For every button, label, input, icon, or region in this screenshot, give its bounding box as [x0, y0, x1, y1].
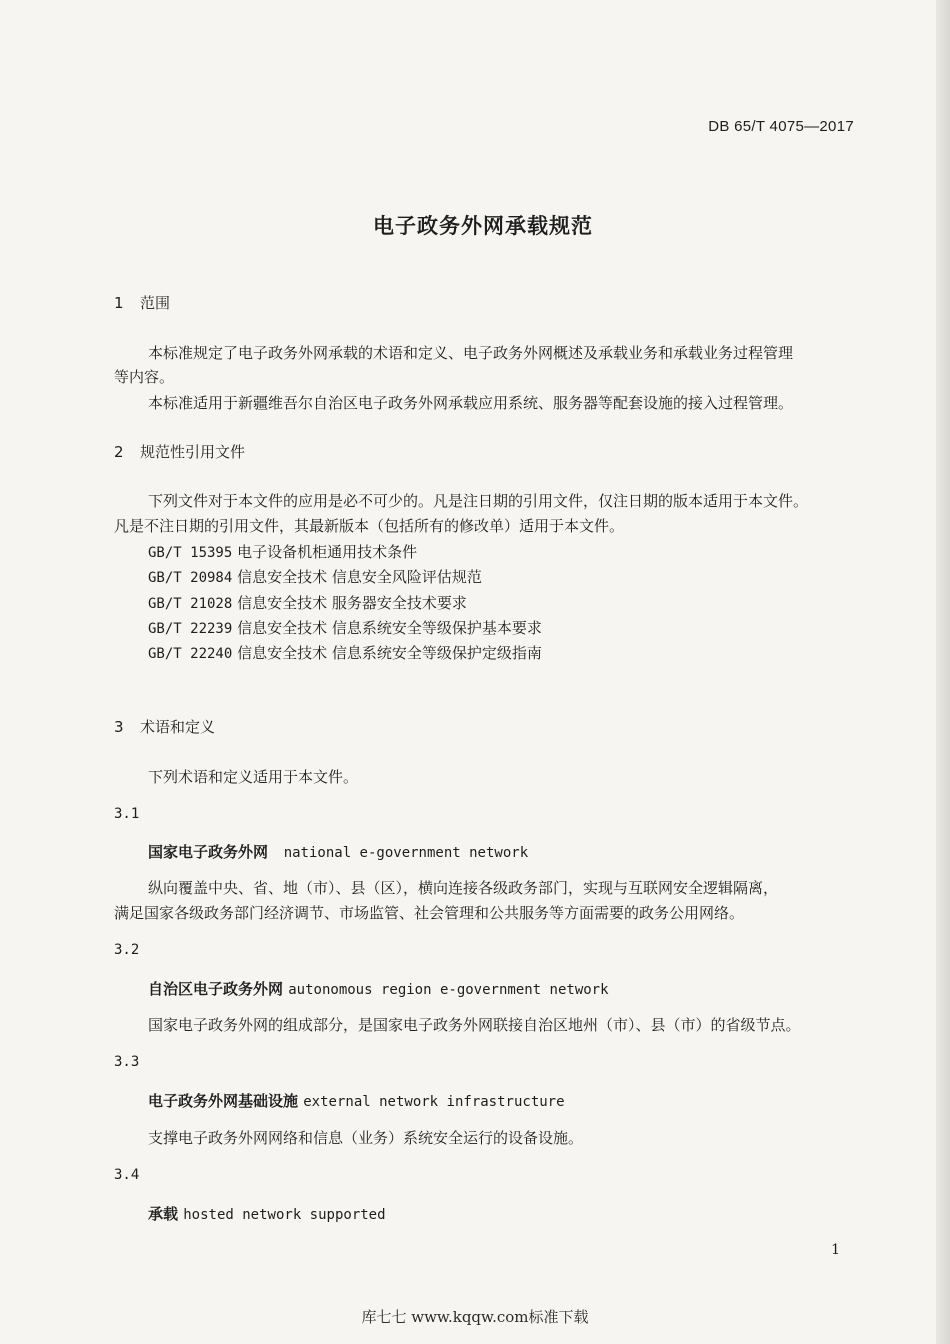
reference-code: GB/T 21028 [148, 596, 233, 612]
term-en: hosted network supported [183, 1207, 386, 1223]
term-cn: 承载 [148, 1205, 179, 1223]
reference-code: GB/T 20984 [148, 570, 233, 586]
term-en: national e-government network [283, 845, 529, 861]
reference-title: 信息安全技术 信息系统安全等级保护定级指南 [237, 644, 542, 662]
term-cn: 国家电子政务外网 [148, 843, 269, 861]
reference-item [148, 617, 542, 638]
section-2-heading [114, 441, 245, 462]
reference-item [148, 541, 417, 562]
term-en: external network infrastructure [303, 1094, 565, 1110]
term-entry [148, 841, 528, 862]
standard-code: DB 65/T 4075—2017 [708, 118, 854, 135]
term-number: 3.3 [114, 1054, 140, 1070]
watermark-text: 库七七 www.kqqw.com标准下载 [361, 1308, 589, 1326]
section-1-heading [114, 292, 170, 313]
scope-paragraph-2: 本标准适用于新疆维吾尔自治区电子政务外网承载应用系统、服务器等配套设施的接入过程管理。 [148, 394, 794, 412]
term-en: autonomous region e-government network [288, 982, 609, 998]
term-definition-line-1: 纵向覆盖中央、省、地（市）、县（区），横向连接各级政务部门，实现与互联网安全逻辑隔离， [148, 879, 779, 897]
scanned-page-edge [936, 0, 950, 1344]
term-definition-line-1: 支撑电子政务外网网络和信息（业务）系统安全运行的设备设施。 [148, 1129, 584, 1147]
scope-paragraph-1-line-1: 本标准规定了电子政务外网承载的术语和定义、电子政务外网概述及承载业务和承载业务过程管理 [148, 344, 794, 362]
section-number: 1 [114, 294, 124, 312]
reference-item [148, 592, 467, 613]
term-number: 3.2 [114, 942, 140, 958]
section-3-heading [114, 716, 215, 737]
reference-item [148, 566, 482, 587]
terms-intro: 下列术语和定义适用于本文件。 [148, 768, 359, 786]
term-definition-line-1: 国家电子政务外网的组成部分，是国家电子政务外网联接自治区地州（市）、县（市）的省级节点。 [148, 1016, 801, 1034]
section-title: 范围 [140, 294, 171, 312]
section-title: 规范性引用文件 [140, 443, 246, 461]
reference-code: GB/T 22240 [148, 646, 233, 662]
section-number: 2 [114, 443, 124, 461]
normative-paragraph-line-2: 凡是不注日期的引用文件，其最新版本（包括所有的修改单）适用于本文件。 [114, 517, 625, 535]
term-number: 3.1 [114, 806, 140, 822]
reference-title: 信息安全技术 信息系统安全等级保护基本要求 [237, 619, 542, 637]
term-definition-line-2: 满足国家各级政务部门经济调节、市场监管、社会管理和公共服务等方面需要的政务公用网络。 [114, 904, 745, 922]
term-cn: 电子政务外网基础设施 [148, 1092, 299, 1110]
scope-paragraph-1-line-2: 等内容。 [114, 368, 175, 386]
reference-code: GB/T 22239 [148, 621, 233, 637]
reference-title: 信息安全技术 信息安全风险评估规范 [237, 568, 482, 586]
reference-title: 信息安全技术 服务器安全技术要求 [237, 594, 467, 612]
normative-paragraph-line-1: 下列文件对于本文件的应用是必不可少的。凡是注日期的引用文件，仅注日期的版本适用于本文件。 [148, 492, 809, 510]
term-number: 3.4 [114, 1167, 140, 1183]
reference-code: GB/T 15395 [148, 545, 233, 561]
reference-title: 电子设备机柜通用技术条件 [237, 543, 418, 561]
term-entry [148, 978, 609, 999]
term-entry [148, 1090, 565, 1111]
section-number: 3 [114, 718, 124, 736]
term-entry [148, 1203, 386, 1224]
page-number: 1 [831, 1242, 840, 1258]
reference-item [148, 642, 542, 663]
document-title: 电子政务外网承载规范 [373, 214, 593, 238]
section-title: 术语和定义 [140, 718, 216, 736]
term-cn: 自治区电子政务外网 [148, 980, 284, 998]
